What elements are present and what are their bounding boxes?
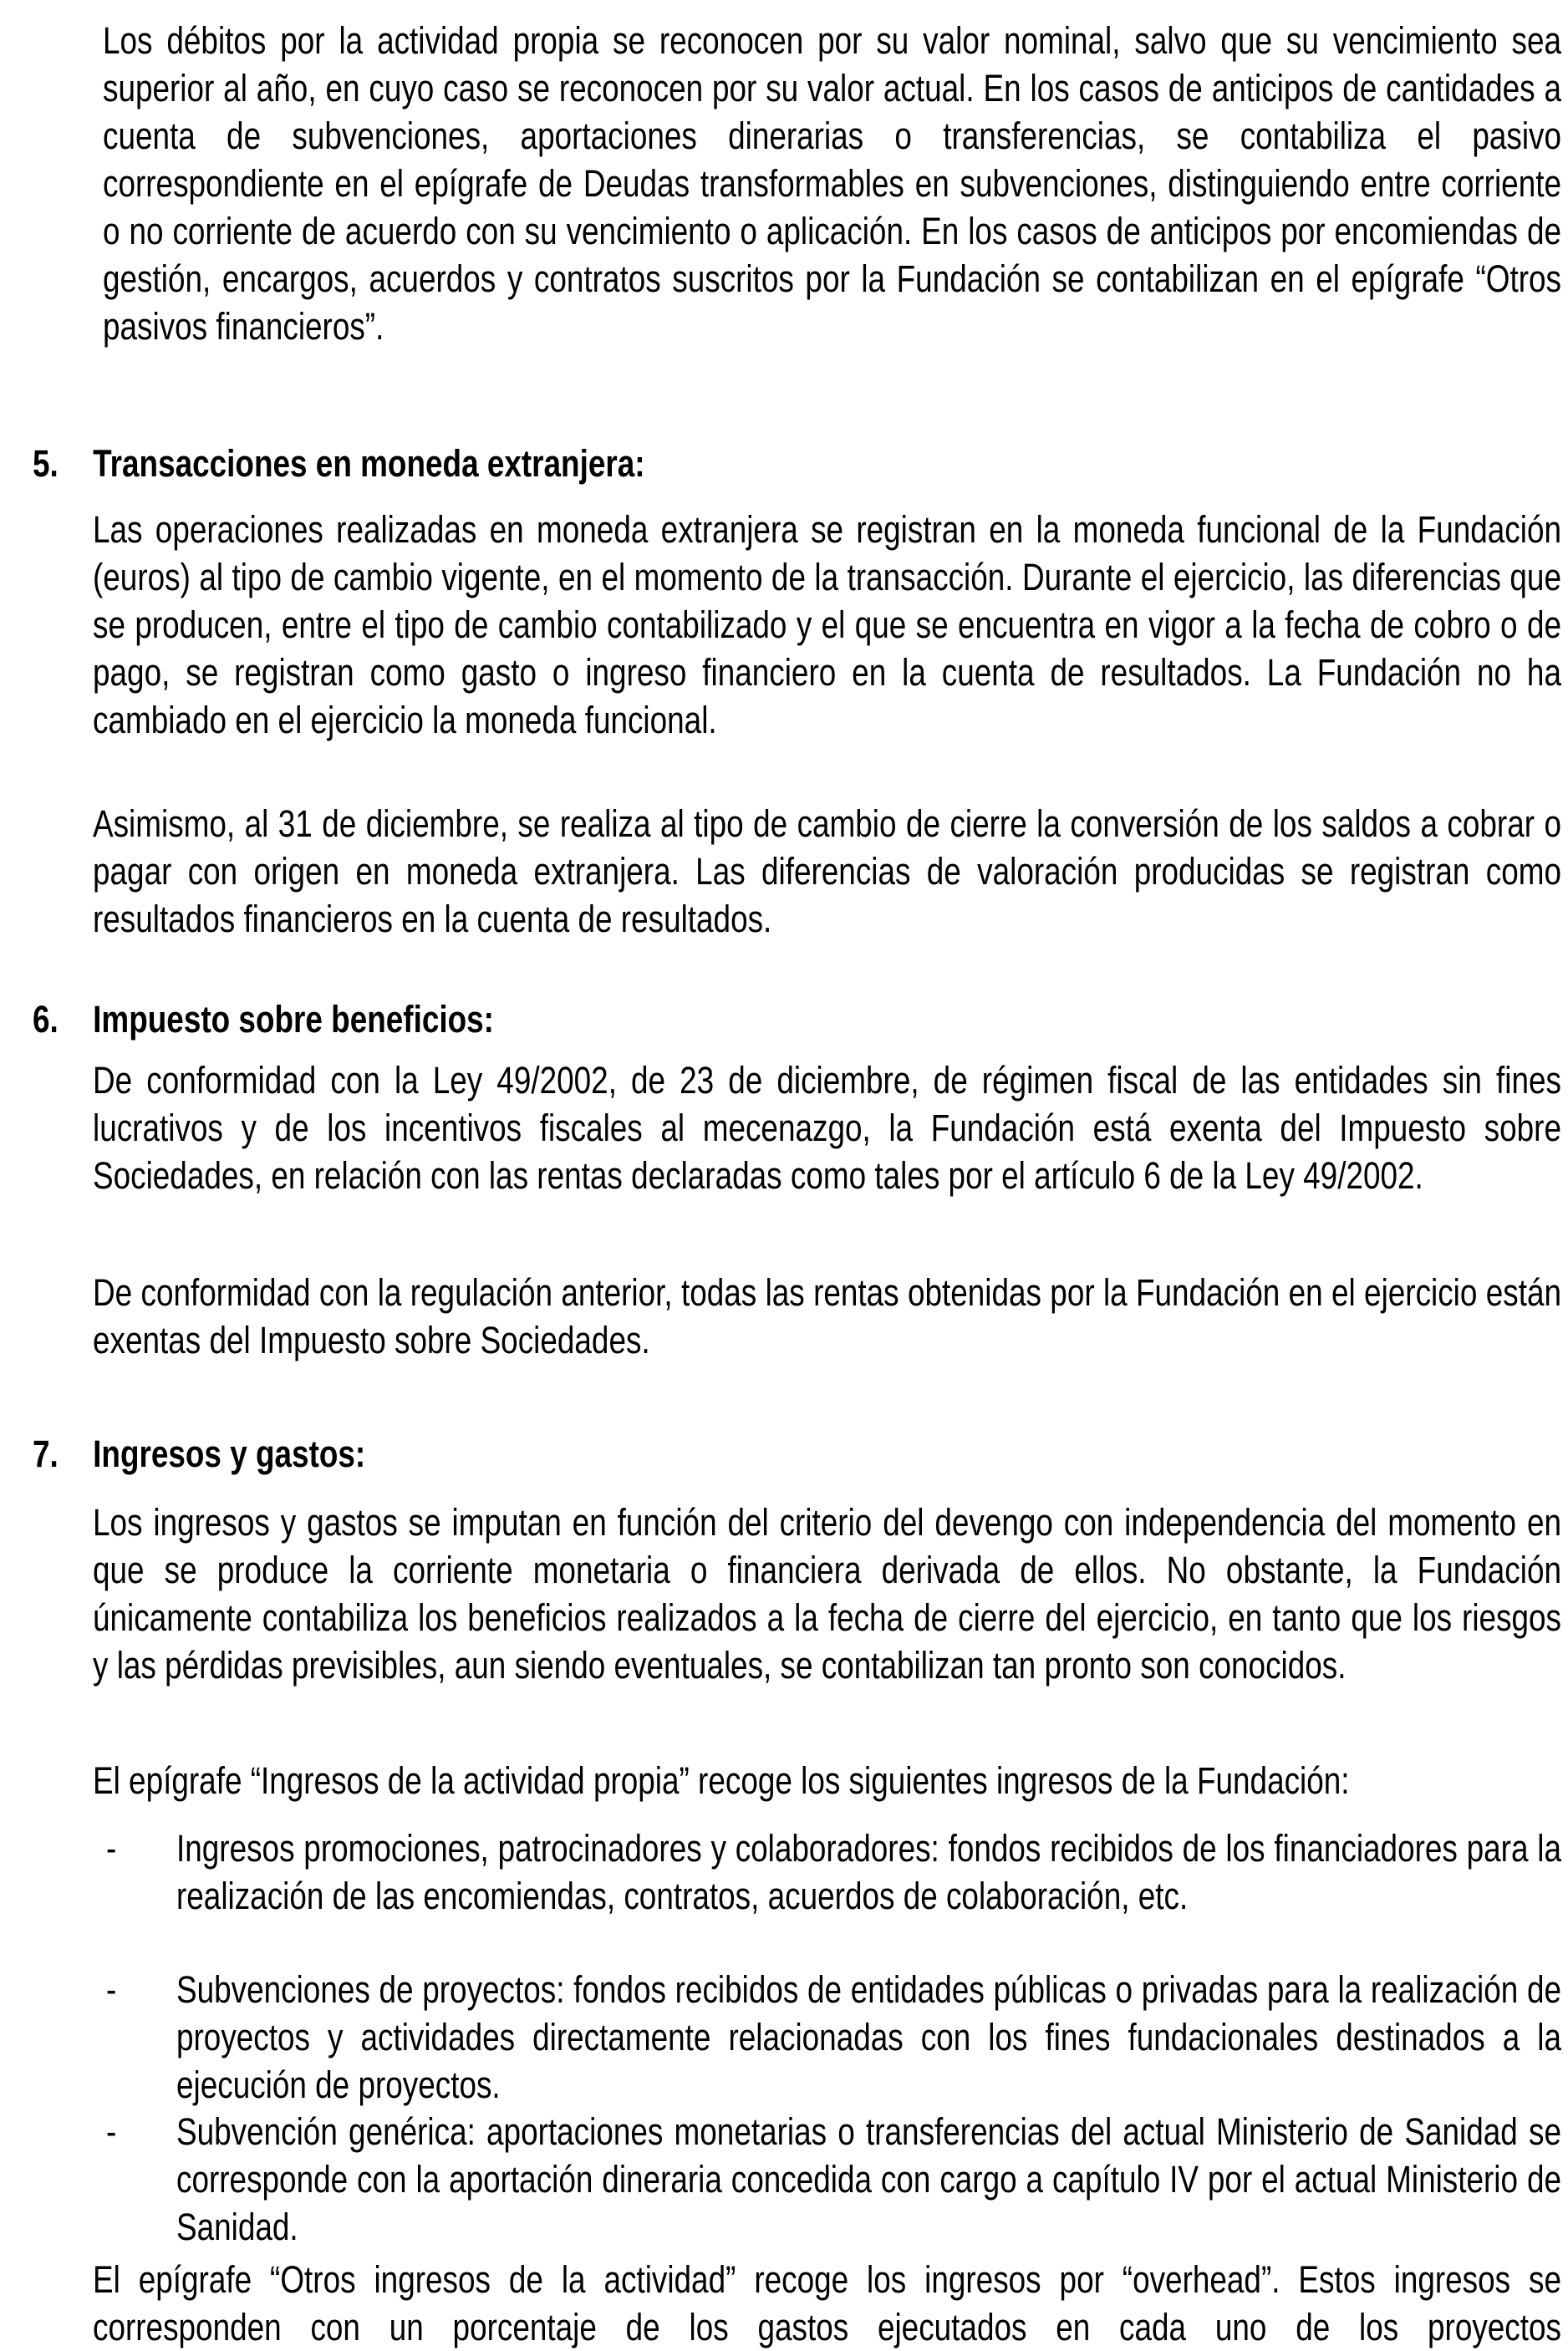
section-5-paragraph-1: Las operaciones realizadas en moneda extranjera se registran en la moneda funcional de la Fundación (euros) al tipo de cambio vigente, en el momento de la transacción. Durante el ejercicio, las diferencias que se producen, entre el tipo de cambio contabilizado y el que se encuentra en vigor a la fecha de cobro o de pago, se registran como gasto o ingreso financiero en la cuenta de resultados. La Fundación no ha cambiado en el ejercicio la moneda funcional. (93, 508, 1561, 741)
intro-paragraph: Los débitos por la actividad propia se reconocen por su valor nominal, salvo que su vencimiento sea superior al año, en cuyo caso se reconocen por su valor actual. En los casos de anticipos de cantidades a cuenta de subvenciones, aportaciones dinerarias o transferencias, se contabiliza el pasivo correspondiente en el epígrafe de Deudas transformables en subvenciones, distinguiendo entre corriente o no corriente de acuerdo con su vencimiento o aplicación. En los casos de anticipos por encomiendas de gestión, encargos, acuerdos y contratos suscritos por la Fundación se contabilizan en el epígrafe “Otros pasivos financieros”. (103, 19, 1561, 348)
bullet-item: Ingresos promociones, patrocinadores y colaboradores: fondos recibidos de los financiadores para la realización de las encomiendas, contratos, acuerdos de colaboración, etc. (176, 1827, 1561, 1917)
bullet-dash: - (106, 1968, 117, 2011)
section-7-heading (33, 1430, 1537, 1478)
bullet-item: Subvención genérica: aportaciones monetarias o transferencias del actual Ministerio de Sanidad se corresponde con la aportación dineraria concedida con cargo a capítulo IV por el actual Ministerio de Sanidad. (176, 2110, 1561, 2248)
section-number: 5. (33, 442, 59, 485)
section-7-paragraph-2: El epígrafe “Ingresos de la actividad propia” recoge los siguientes ingresos de la Fundación: (93, 1759, 1350, 1802)
section-6-heading (33, 995, 1537, 1043)
section-title: Impuesto sobre beneficios: (93, 998, 494, 1041)
section-5-paragraph-2: Asimismo, al 31 de diciembre, se realiza al tipo de cambio de cierre la conversión de los saldos a cobrar o pagar con origen en moneda extranjera. Las diferencias de valoración producidas se registran como resultados financieros en la cuenta de resultados. (93, 802, 1561, 940)
section-7-closing-paragraph: El epígrafe “Otros ingresos de la actividad” recoge los ingresos por “overhead”. Estos ingresos se corresponden con un porcentaje de los gastos ejecutados en cada uno de los proyectos (93, 2258, 1561, 2348)
section-7-paragraph-1: Los ingresos y gastos se imputan en función del criterio del devengo con independencia del momento en que se produce la corriente monetaria o financiera derivada de ellos. No obstante, la Fundación únicamente contabiliza los beneficios realizados a la fecha de cierre del ejercicio, en tanto que los riesgos y las pérdidas previsibles, aun siendo eventuales, se contabilizan tan pronto son conocidos. (93, 1501, 1561, 1687)
section-number: 6. (33, 998, 59, 1041)
section-6-paragraph-1: De conformidad con la Ley 49/2002, de 23 de diciembre, de régimen fiscal de las entidades sin fines lucrativos y de los incentivos fiscales al mecenazgo, la Fundación está exenta del Impuesto sobre Sociedades, en relación con las rentas declaradas como tales por el artículo 6 de la Ley 49/2002. (93, 1059, 1561, 1197)
section-number: 7. (33, 1432, 59, 1475)
section-title: Transacciones en moneda extranjera: (93, 442, 645, 485)
bullet-dash: - (106, 1827, 117, 1870)
bullet-dash: - (106, 2110, 117, 2153)
section-6-paragraph-2: De conformidad con la regulación anterior, todas las rentas obtenidas por la Fundación en el ejercicio están exentas del Impuesto sobre Sociedades. (93, 1271, 1561, 1361)
bullet-item: Subvenciones de proyectos: fondos recibidos de entidades públicas o privadas para la realización de proyectos y actividades directamente relacionadas con los fines fundacionales destinados a la ejecución de proyectos. (176, 1968, 1561, 2106)
section-5-heading (33, 440, 1537, 487)
section-title: Ingresos y gastos: (93, 1432, 366, 1475)
